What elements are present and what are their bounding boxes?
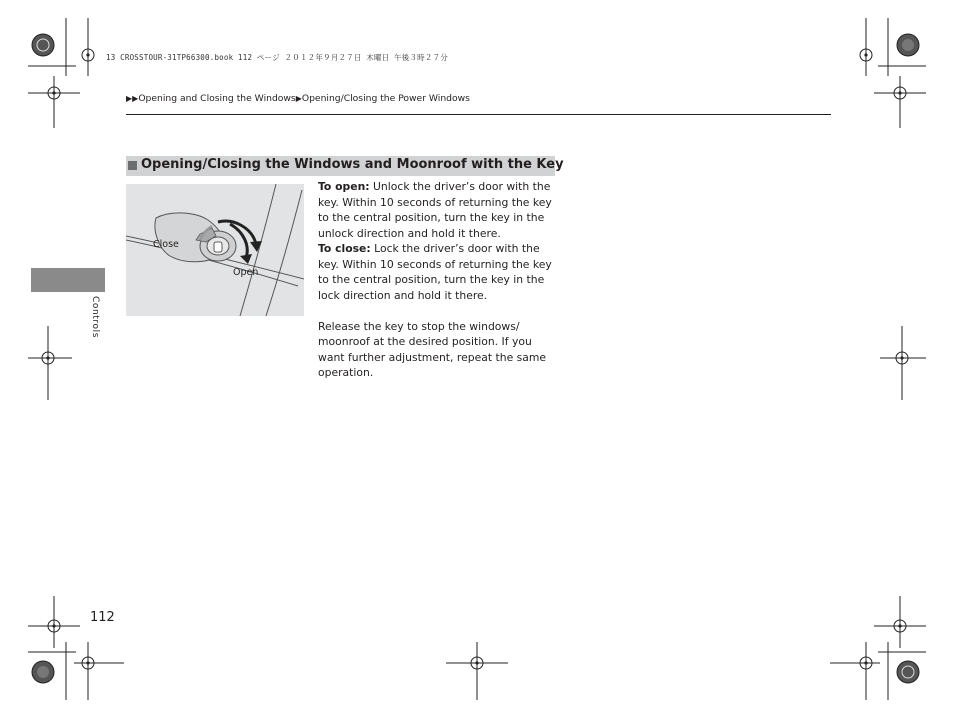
header-rule: [126, 114, 831, 115]
section-square-icon: [128, 161, 137, 170]
breadcrumb-separator: ▶: [295, 94, 302, 103]
breadcrumb-marker: ▶▶: [126, 94, 139, 103]
open-text: Unlock the driver’s door with the key. Within 10 seconds of returning the key to the central position, turn the key in the unlock direction and hold it there.: [318, 180, 552, 240]
chapter-tab[interactable]: [31, 268, 105, 292]
breadcrumb-link-power-windows[interactable]: Opening/Closing the Power Windows: [301, 93, 470, 104]
close-instruction: [318, 241, 556, 303]
page-number: 112: [90, 610, 115, 625]
breadcrumb: [126, 93, 470, 104]
chapter-tab-label: Controls: [90, 296, 100, 339]
print-header: 13 CROSSTOUR-31TP66300.book 112 ページ ２０１２年９月２７日 木曜日 午後３時２７分: [106, 53, 448, 62]
open-label: To open:: [318, 180, 370, 193]
open-instruction: [318, 179, 556, 241]
close-label: To close:: [318, 242, 371, 255]
section-title: Opening/Closing the Windows and Moonroof with the Key: [141, 157, 564, 172]
breadcrumb-link-windows[interactable]: Opening and Closing the Windows: [138, 93, 296, 104]
section-heading: [126, 156, 564, 176]
illustration-label-close: Close: [153, 239, 179, 250]
illustration-label-open: Open: [233, 267, 259, 278]
key-cylinder-illustration: [126, 184, 304, 316]
close-text: Lock the driver’s door with the key. Within 10 seconds of returning the key to the central position, turn the key in the lock direction and hold it there.: [318, 242, 552, 302]
instruction-text: [318, 179, 556, 381]
release-instruction: Release the key to stop the windows/ moonroof at the desired position. If you want further adjustment, repeat the same operation.: [318, 319, 547, 379]
paragraph-gap: [318, 303, 556, 319]
